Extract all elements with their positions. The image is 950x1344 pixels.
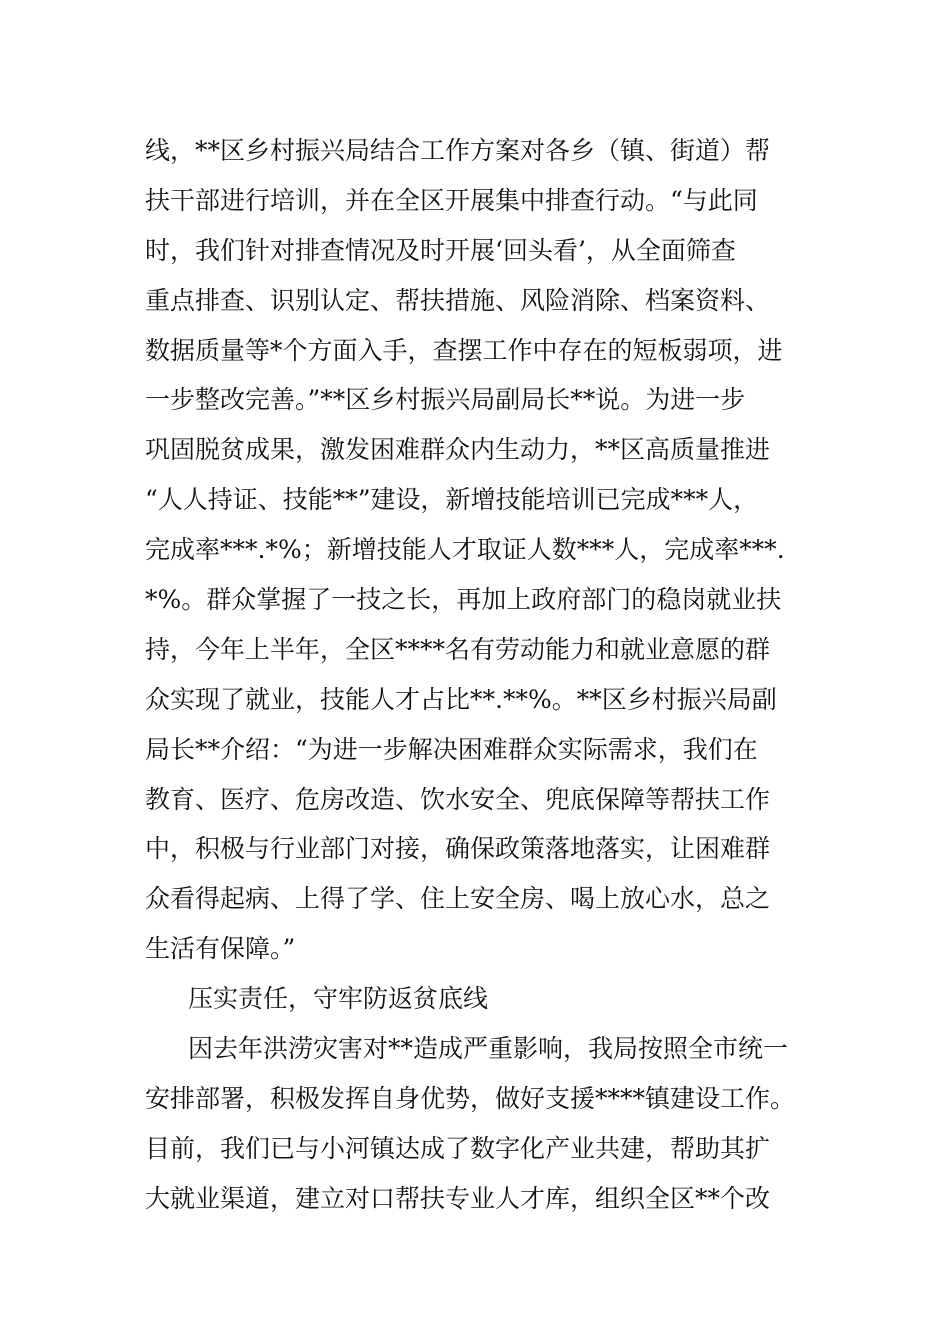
paragraph-line: 中，积极与行业部门对接，确保政策落地落实，让困难群: [145, 834, 771, 864]
paragraph-line: 一步整改完善。”**区乡村振兴局副局长**说。为进一步: [145, 385, 746, 415]
paragraph-line: 局长**介绍：“为进一步解决困难群众实际需求，我们在: [145, 734, 758, 764]
document-body: [145, 126, 825, 1224]
paragraph-line: 生活有保障。”: [145, 934, 296, 964]
paragraph-line: 扶干部进行培训，并在全区开展集中排查行动。“与此同: [145, 185, 758, 215]
paragraph-line: 众实现了就业，技能人才占比**.**%。**区乡村振兴局副: [145, 684, 777, 714]
paragraph-line: 安排部署，积极发挥自身优势，做好支援****镇建设工作。: [145, 1083, 796, 1113]
paragraph-line: 目前，我们已与小河镇达成了数字化产业共建，帮助其扩: [145, 1133, 771, 1163]
paragraph-line: “人人持证、技能**”建设，新增技能培训已完成***人，: [145, 485, 759, 515]
paragraph-line: 持，今年上半年，全区****名有劳动能力和就业意愿的群: [145, 634, 771, 664]
paragraph-line: 重点排查、识别认定、帮扶措施、风险消除、档案资料、: [145, 285, 771, 315]
paragraph-line: 时，我们针对排查情况及时开展‘回头看’，从全面筛查: [145, 235, 736, 265]
paragraph-line: 数据质量等*个方面入手，查摆工作中存在的短板弱项，进: [145, 335, 783, 365]
paragraph-line: 大就业渠道，建立对口帮扶专业人才库，组织全区**个改: [145, 1183, 771, 1213]
paragraph-line: *%。群众掌握了一技之长，再加上政府部门的稳岗就业扶: [145, 585, 782, 615]
section-heading: 压实责任，守牢防返贫底线: [188, 984, 489, 1014]
paragraph-line: 因去年洪涝灾害对**造成严重影响，我局按照全市统一: [188, 1034, 789, 1064]
paragraph-line: 完成率***.*%；新增技能人才取证人数***人，完成率***.: [145, 535, 785, 565]
paragraph-line: 众看得起病、上得了学、住上安全房、喝上放心水，总之: [145, 884, 771, 914]
paragraph-line: 线，**区乡村振兴局结合工作方案对各乡（镇、街道）帮: [145, 136, 771, 165]
paragraph-line: 巩固脱贫成果，激发困难群众内生动力，**区高质量推进: [145, 435, 771, 465]
paragraph-line: 教育、医疗、危房改造、饮水安全、兜底保障等帮扶工作: [145, 784, 771, 814]
